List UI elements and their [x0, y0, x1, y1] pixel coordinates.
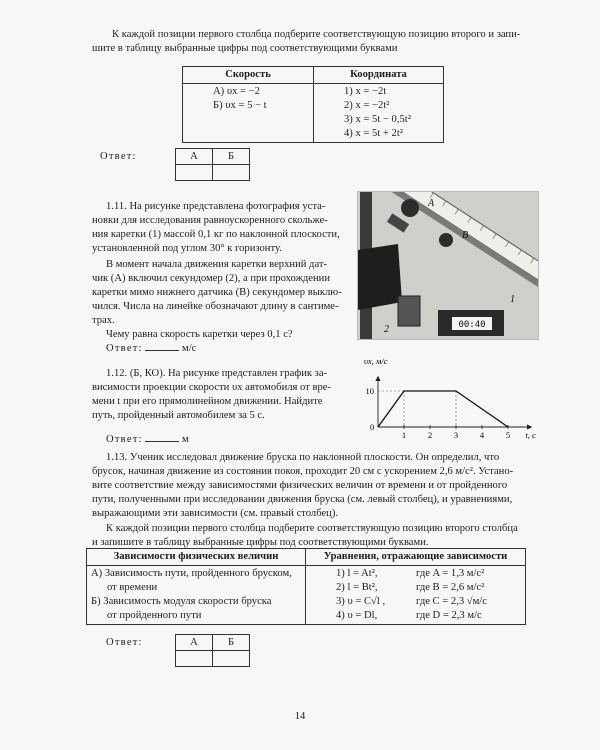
- p113-line-5: выражающими эти зависимости (см. правый столбец).: [92, 507, 339, 519]
- intro-line-2: шите в таблицу выбранные цифры под соответствующими буквами: [92, 42, 398, 54]
- answer-box-1-col-b: Б: [213, 149, 250, 165]
- answer-blank-2[interactable]: [145, 340, 179, 351]
- velocity-time-chart: [358, 355, 542, 445]
- p111-line-4: установленной под углом 30° к горизонту.: [92, 242, 282, 254]
- dependencies-table: [86, 548, 526, 625]
- p111-para2-1: В момент начала движения каретки верхний дат-: [106, 258, 328, 270]
- answer-box-4-col-b: Б: [213, 635, 250, 651]
- table2-row-1: [336, 567, 519, 581]
- table2-where-4: где D = 2,3 м/с: [416, 609, 482, 621]
- problem-1-12: [92, 367, 354, 423]
- p113-para2-2: и запишите в таблицу выбранные цифры под соответствующими буквами.: [92, 536, 429, 548]
- table2-where-1: где A = 1,3 м/с²: [416, 567, 485, 579]
- table1-right-1: 1) x = −2t: [344, 85, 387, 97]
- p113-line-4: пути, полученными при исследовании движения бруска (см. левый столбец), и уравнениями,: [92, 493, 513, 505]
- stopwatch-body: [398, 296, 420, 326]
- table2-where-2: где B = 2,6 м/с²: [416, 581, 485, 593]
- table1-head-right: Координата: [314, 67, 444, 84]
- apparatus-photo: [357, 191, 539, 340]
- photo-label-2: 2: [384, 324, 389, 335]
- p111-para2-5: трах.: [92, 314, 115, 326]
- answer-blank-3[interactable]: [145, 431, 179, 442]
- chart-x-tick-label-5: 5: [505, 430, 511, 440]
- table2-eq-1: 1) l = At²,: [336, 567, 378, 579]
- answer-box-4-col-a: А: [176, 635, 213, 651]
- chart-x-tick-label-2: 2: [427, 430, 433, 440]
- cloth: [358, 244, 402, 310]
- intro-text: [92, 28, 552, 56]
- p112-line-2: висимости проекции скорости υx автомобиля от вре-: [92, 381, 332, 393]
- answer-unit-2: м/с: [182, 343, 197, 354]
- problem-1-11: [92, 200, 350, 342]
- photo-label-1: 1: [510, 294, 515, 305]
- p111-line-2: новки для исследования равноускоренного скольже-: [92, 214, 328, 226]
- answer-unit-3: м: [182, 434, 189, 445]
- apparatus-illustration: [358, 192, 538, 339]
- table2-row-4: [336, 609, 519, 623]
- chart-x-tick-label-4: 4: [479, 430, 485, 440]
- chart-x-label: t, с: [525, 430, 536, 440]
- answer-label-2: Ответ:: [106, 343, 143, 354]
- table2-left-3: Б) Зависимость модуля скорости бруска: [91, 595, 272, 607]
- table2-left-4: от пройденного пути: [107, 609, 202, 621]
- table1-left-b: Б) υx = 5 − t: [213, 99, 267, 111]
- chart-y-tick-label-10: 10: [365, 386, 374, 396]
- p111-line-3: ния каретки (1) массой 0,1 кг по наклонной плоскости,: [92, 228, 340, 240]
- chart-x-tick-label-3: 3: [453, 430, 459, 440]
- sensor-a: [401, 199, 419, 217]
- answer-label-1: Ответ:: [100, 151, 137, 162]
- p113-line-3: вите соответствие между зависимостями физических величин от времени и от пройденного: [92, 479, 508, 491]
- photo-label-a: A: [428, 198, 435, 209]
- sensor-b: [439, 233, 453, 247]
- answer-line-2: [106, 340, 196, 356]
- p112-line-3: мени t при его прямолинейном движении. Найдите: [92, 395, 323, 407]
- table1-left-a: А) υx = −2: [213, 85, 260, 97]
- p111-para2-2: чик (А) включил секундомер (2), а при прохождении: [92, 272, 330, 284]
- page-number: 14: [294, 711, 306, 722]
- answer-label-3: Ответ:: [106, 434, 143, 445]
- p113-para2-1: К каждой позиции первого столбца подберите соответствующую позицию второго столбца: [106, 522, 518, 534]
- problem-1-13: [92, 451, 550, 550]
- table1-head-left: Скорость: [183, 67, 314, 84]
- answer-line-3: [106, 431, 189, 447]
- p112-line-4: путь, пройденный автомобилем за 5 с.: [92, 409, 265, 421]
- chart-x-tick-label-1: 1: [401, 430, 407, 440]
- p112-line-1: 1.12. (Б, КО). На рисунке представлен график за-: [106, 368, 328, 379]
- table1-right-4: 4) x = 5t + 2t²: [344, 127, 403, 139]
- table2-eq-4: 4) υ = Dl,: [336, 609, 378, 621]
- table2-left-1: А) Зависимость пути, пройденного бруском,: [91, 567, 292, 579]
- table2-head-left: Зависимости физических величин: [87, 549, 306, 566]
- p111-line-1: 1.11. На рисунке представлена фотография уста-: [106, 201, 326, 212]
- p111-para2-3: каретки мимо нижнего датчика (В) секундомер выклю-: [92, 286, 342, 298]
- chart-y-label: υx, м/с: [364, 356, 388, 366]
- timer-readout: 00:40: [458, 320, 486, 330]
- answer-box-1-cell-a[interactable]: [176, 165, 213, 181]
- table1-right-2: 2) x = −2t²: [344, 99, 390, 111]
- intro-line-1: К каждой позиции первого столбца подберите соответствующую позицию второго и запи-: [112, 29, 521, 40]
- answer-box-1-col-a: А: [176, 149, 213, 165]
- p113-line-2: брусок, начиная движение из состояния покоя, проходит 20 см с ускорением 2,6 м/с². Устано-: [92, 465, 514, 477]
- table2-left-2: от времени: [107, 581, 158, 593]
- answer-box-1: [175, 148, 250, 181]
- velocity-coordinate-table: [182, 66, 444, 143]
- answer-box-1-cell-b[interactable]: [213, 165, 250, 181]
- answer-box-4-cell-b[interactable]: [213, 651, 250, 667]
- table2-where-3: где C = 2,3 √м/с: [416, 595, 487, 607]
- chart-origin-label: 0: [370, 422, 375, 432]
- answer-label-4: Ответ:: [106, 637, 143, 648]
- p111-para2-4: чился. Числа на линейке обозначают длину в сантиме-: [92, 300, 339, 312]
- answer-box-4-cell-a[interactable]: [176, 651, 213, 667]
- p111-question: Чему равна скорость каретки через 0,1 с?: [106, 328, 293, 340]
- table1-right-3: 3) x = 5t − 0,5t²: [344, 113, 411, 125]
- table2-head-right: Уравнения, отражающие зависимости: [306, 549, 526, 566]
- table2-eq-3: 3) υ = C√l ,: [336, 595, 386, 607]
- table2-row-2: [336, 581, 519, 595]
- p113-line-1: 1.13. Ученик исследовал движение бруска по наклонной плоскости. Он определил, что: [106, 452, 500, 463]
- table2-row-3: [336, 595, 519, 609]
- table2-eq-2: 2) l = Bt²,: [336, 581, 378, 593]
- chart-series-line: [378, 391, 508, 427]
- photo-label-b: B: [462, 230, 469, 241]
- answer-box-4: [175, 634, 250, 667]
